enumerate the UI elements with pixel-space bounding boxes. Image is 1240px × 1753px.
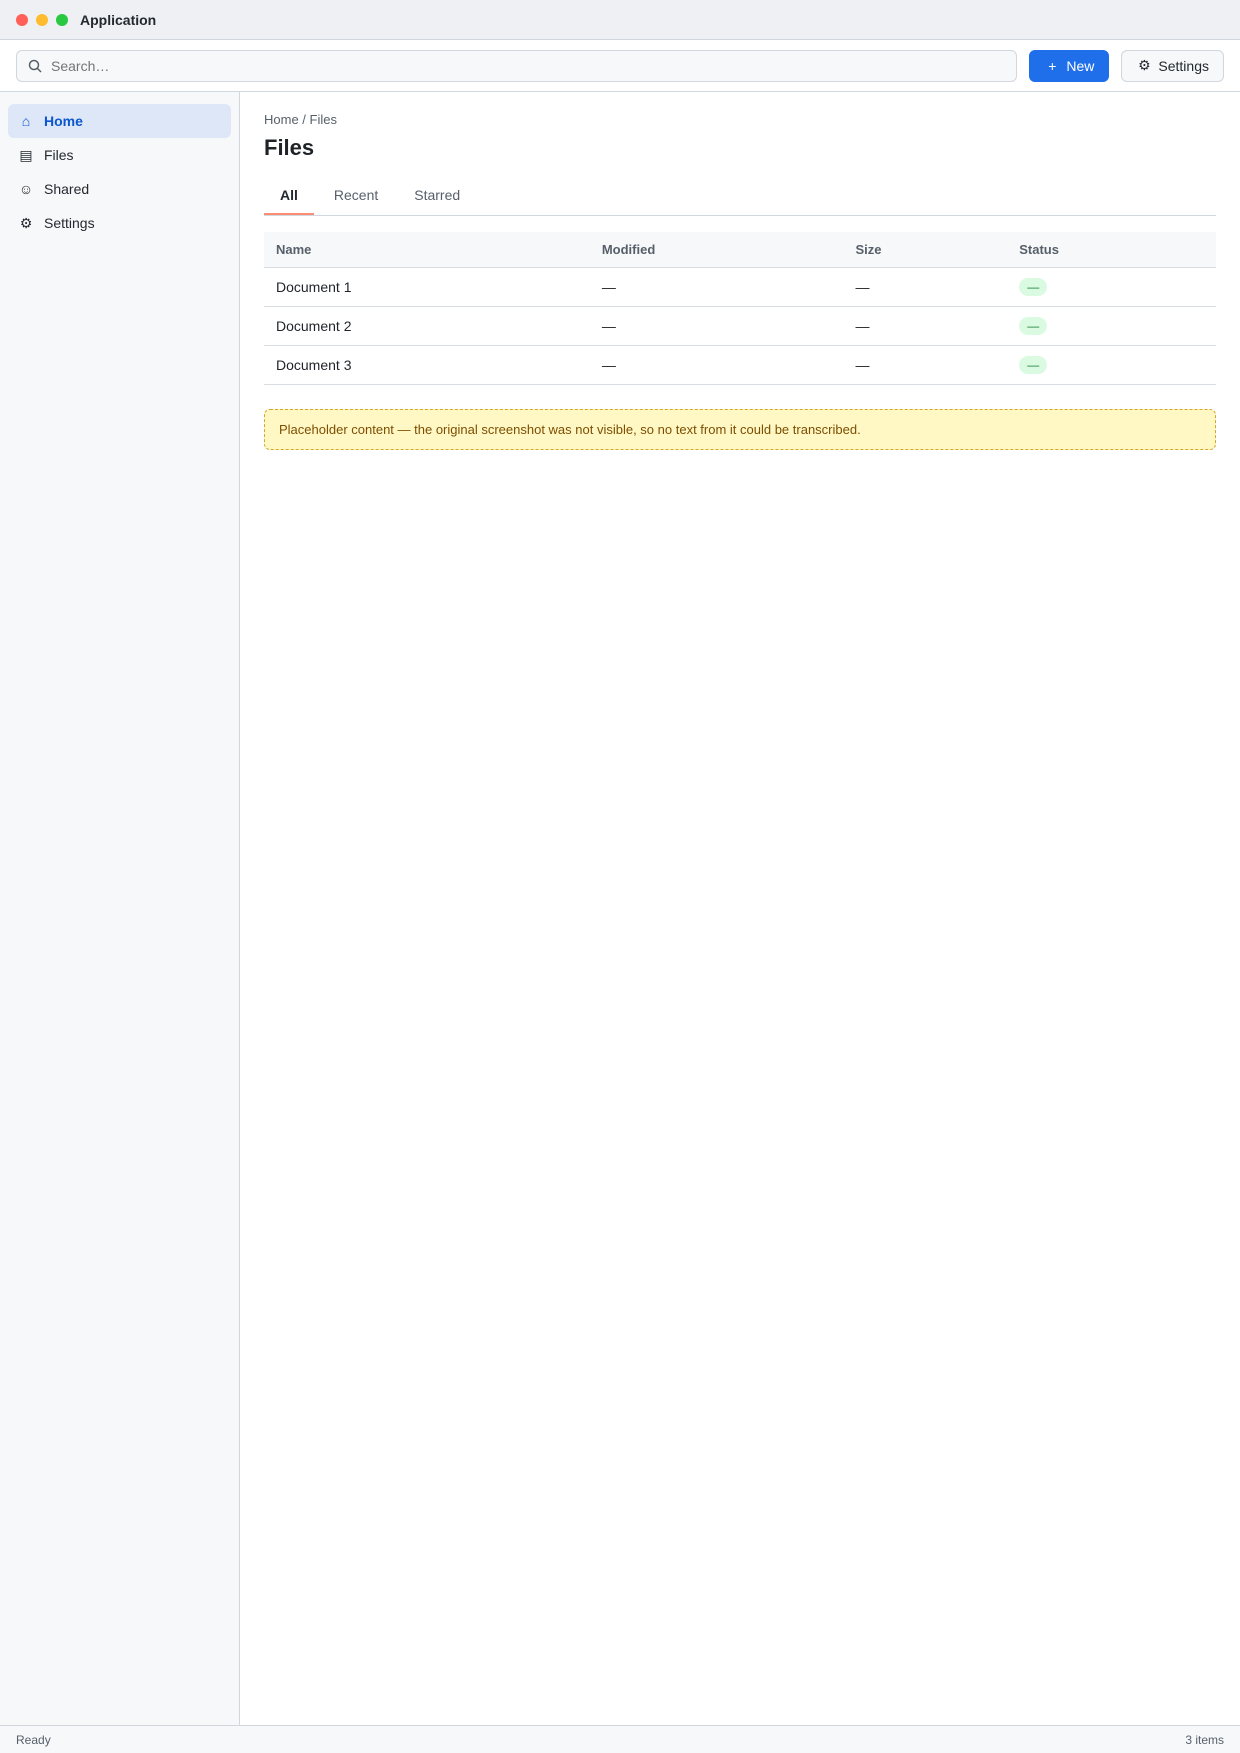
table-cell: — — [843, 268, 1007, 307]
content-area — [0, 92, 1240, 1725]
main-panel — [240, 92, 1240, 1725]
settings-button-label: Settings — [1158, 57, 1209, 74]
minimize-window-button[interactable] — [36, 14, 48, 26]
new-button-label: New — [1066, 57, 1095, 74]
table-row[interactable] — [264, 346, 1216, 385]
sidebar-item-settings[interactable] — [8, 206, 231, 240]
table-header-row — [264, 232, 1216, 268]
table-cell — [1007, 307, 1216, 346]
home-icon: ⌂ — [21, 113, 31, 129]
table-cell: Document 3 — [264, 346, 590, 385]
sidebar-item-label: Settings — [44, 215, 95, 231]
sidebar-item-label: Shared — [44, 181, 90, 197]
search-box[interactable] — [16, 50, 1017, 82]
people-icon: ☺ — [18, 181, 34, 197]
table-cell: — — [590, 268, 844, 307]
tab-starred[interactable]: Starred — [414, 187, 461, 203]
table-cell: — — [590, 307, 844, 346]
table-cell: — — [843, 307, 1007, 346]
status-badge: — — [1019, 317, 1047, 335]
status-text: Ready — [16, 1732, 51, 1747]
window-controls — [16, 14, 68, 26]
table-cell: Document 1 — [264, 268, 590, 307]
table-cell: Document 2 — [264, 307, 590, 346]
sidebar-item-label: Files — [44, 147, 74, 163]
column-header[interactable]: Size — [843, 232, 1007, 268]
search-input[interactable] — [51, 58, 1006, 74]
status-bar — [0, 1725, 1240, 1753]
search-icon — [27, 58, 43, 74]
table-row[interactable] — [264, 268, 1216, 307]
folder-icon: ▤ — [19, 146, 33, 163]
gear-icon: ⚙ — [1138, 57, 1151, 73]
placeholder-notice: Placeholder content — the original screenshot was not visible, so no text from it could be transcribed. — [264, 409, 1216, 450]
sidebar — [0, 92, 240, 1725]
column-header[interactable]: Status — [1007, 232, 1216, 268]
table-cell — [1007, 346, 1216, 385]
sidebar-item-label: Home — [44, 113, 83, 129]
table-cell: — — [843, 346, 1007, 385]
settings-button[interactable] — [1121, 50, 1224, 82]
status-badge: — — [1019, 356, 1047, 374]
sidebar-item-home[interactable] — [8, 104, 231, 138]
tab-all[interactable]: All — [264, 177, 314, 215]
close-window-button[interactable] — [16, 14, 28, 26]
table-cell — [1007, 268, 1216, 307]
tab-bar — [264, 177, 1216, 216]
data-table — [264, 232, 1216, 385]
table-cell: — — [590, 346, 844, 385]
page-title: Files — [264, 135, 315, 160]
maximize-window-button[interactable] — [56, 14, 68, 26]
sidebar-item-files[interactable] — [8, 138, 231, 172]
app-title: Application — [80, 11, 157, 28]
item-count: 3 items — [1185, 1732, 1224, 1747]
breadcrumb: Home / Files — [264, 112, 337, 127]
title-bar — [0, 0, 1240, 40]
sidebar-item-shared[interactable] — [8, 172, 231, 206]
toolbar — [0, 40, 1240, 92]
column-header[interactable]: Modified — [590, 232, 844, 268]
gear-icon: ⚙ — [19, 214, 33, 231]
tab-recent[interactable]: Recent — [333, 187, 379, 203]
new-button[interactable] — [1029, 50, 1109, 82]
column-header[interactable]: Name — [264, 232, 590, 268]
status-badge: — — [1019, 278, 1047, 296]
plus-icon: + — [1048, 57, 1057, 74]
table-row[interactable] — [264, 307, 1216, 346]
